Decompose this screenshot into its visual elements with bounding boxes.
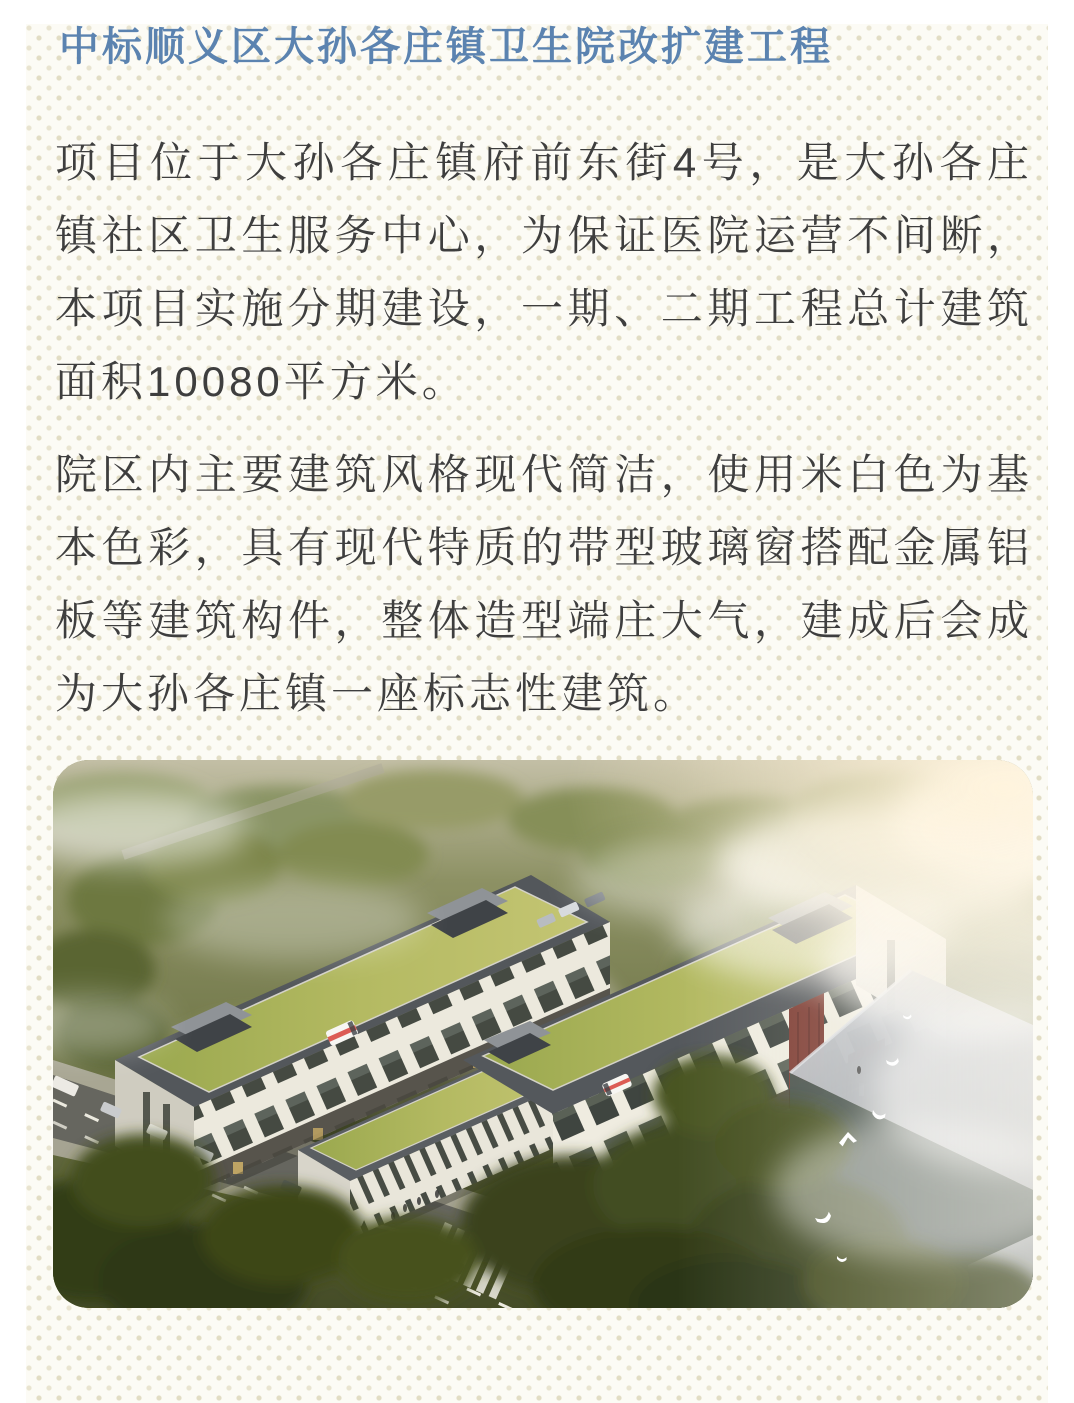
article-content <box>0 24 1074 1308</box>
right-haze <box>673 760 1033 1308</box>
article-title: 中标顺义区大孙各庄镇卫生院改扩建工程 <box>59 25 833 69</box>
paragraph-project-location: 项目位于大孙各庄镇府前东街4号，是大孙各庄镇社区卫生服务中心，为保证医院运营不间断，本项目实施分期建设，一期、二期工程总计建筑面积10080平方米。 <box>55 139 1033 405</box>
paragraph-architecture-style: 院区内主要建筑风格现代简洁，使用米白色为基本色彩，具有现代特质的带型玻璃窗搭配金属铝板等建筑构件，整体造型端庄大气，建成后会成为大孙各庄镇一座标志性建筑。 <box>55 451 1033 717</box>
aerial-rendering-image[interactable] <box>53 760 1033 1308</box>
article-page <box>0 24 1074 1403</box>
